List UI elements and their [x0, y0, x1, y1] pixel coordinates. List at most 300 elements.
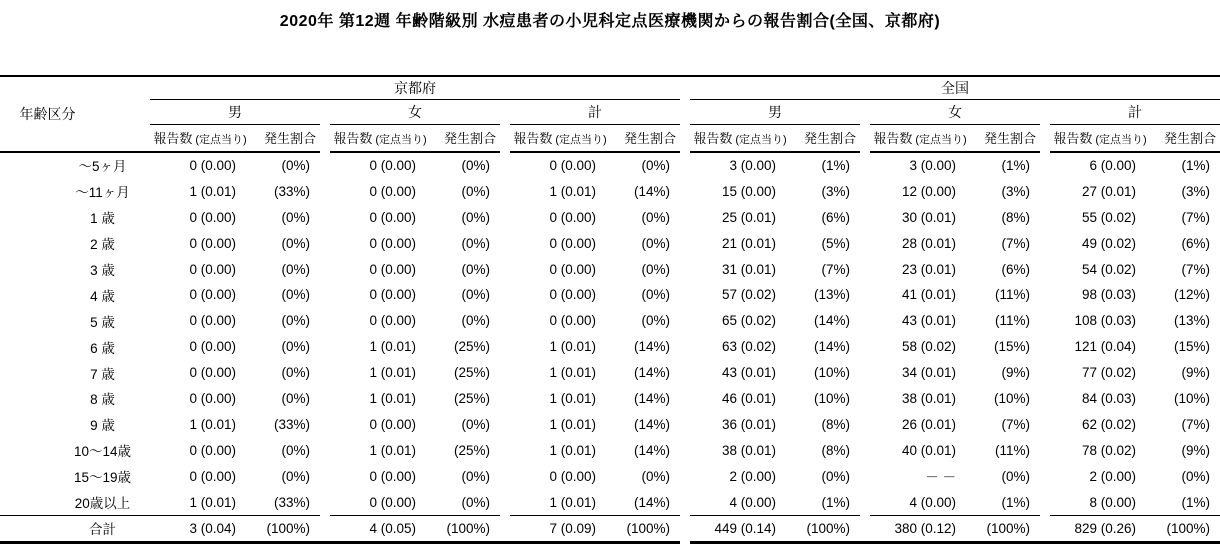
sex-header-national-male: 男 [690, 100, 860, 125]
column-gap [320, 334, 330, 360]
rate-cell: (7%) [821, 261, 850, 277]
rate-cell: (8%) [821, 416, 850, 432]
count-cell: 34 (0.01) [901, 365, 956, 381]
column-gap [500, 230, 510, 256]
column-gap [680, 178, 690, 204]
rate-cell: (1%) [821, 157, 850, 173]
count-subheader-label: 報告数 [513, 131, 553, 147]
column-gap [500, 411, 510, 437]
rate-cell: (100%) [970, 515, 1040, 542]
table-row [0, 489, 1220, 515]
rate-cell: (10%) [993, 390, 1030, 406]
total-label: 合計 [0, 515, 150, 542]
column-gap [680, 437, 690, 463]
rate-cell: (11%) [994, 287, 1030, 303]
column-gap [1040, 256, 1050, 282]
rate-cell: (0%) [461, 416, 490, 432]
rate-cell: (25%) [453, 365, 490, 381]
column-gap [860, 386, 870, 412]
count-cell: 65 (0.02) [721, 313, 776, 329]
rate-cell: (0%) [281, 209, 310, 225]
rate-cell: (0%) [281, 468, 310, 484]
count-cell: 1 (0.01) [549, 442, 596, 458]
count-cell: 1 (0.01) [369, 390, 416, 406]
count-cell: 30 (0.01) [901, 209, 956, 225]
rate-cell: (14%) [633, 183, 670, 199]
column-gap [1040, 437, 1050, 463]
rate-cell: (0%) [281, 442, 310, 458]
column-gap [860, 230, 870, 256]
rate-cell: (6%) [1001, 261, 1030, 277]
table-row [0, 256, 1220, 282]
rate-subheader: 発生割合 [790, 125, 860, 152]
column-gap [680, 230, 690, 256]
rate-cell: (1%) [1150, 489, 1220, 515]
count-cell: 0 (0.00) [549, 287, 596, 303]
column-gap [860, 178, 870, 204]
column-gap [500, 437, 510, 463]
count-cell: 1 (0.01) [510, 489, 610, 515]
rate-cell: (0%) [461, 287, 490, 303]
count-cell: 1 (0.01) [549, 416, 596, 432]
rate-cell: (3%) [1001, 183, 1030, 199]
count-cell: 77 (0.02) [1081, 365, 1136, 381]
rate-cell: (15%) [993, 339, 1030, 355]
count-subheader-label: 報告数 [333, 131, 373, 147]
count-subheader-label: 報告数 [693, 131, 733, 147]
rate-cell: (1%) [790, 489, 860, 515]
count-cell: 3 (0.00) [909, 157, 956, 173]
column-gap [1040, 463, 1050, 489]
count-cell: 0 (0.00) [189, 390, 236, 406]
count-subheader [690, 125, 790, 152]
count-subheader-label: 報告数 [873, 131, 913, 147]
age-label: 3 歳 [90, 263, 115, 278]
count-cell: 84 (0.03) [1081, 390, 1136, 406]
rate-cell: (0%) [641, 468, 670, 484]
column-gap [320, 282, 330, 308]
age-label: 2 歳 [90, 237, 115, 253]
column-gap [860, 125, 870, 152]
column-gap [500, 125, 510, 152]
count-cell: 3 (0.04) [150, 515, 250, 542]
rate-cell: (9%) [1181, 365, 1210, 381]
table-row [0, 515, 1220, 542]
column-gap [320, 178, 330, 204]
rate-cell: (100%) [430, 515, 500, 542]
count-cell: 0 (0.00) [189, 261, 236, 277]
count-cell: 4 (0.05) [330, 515, 430, 542]
count-cell: 2 (0.00) [729, 468, 776, 484]
region-header-kyoto: 京都府 [150, 76, 680, 100]
column-gap [1040, 152, 1050, 179]
count-cell: 25 (0.01) [721, 209, 776, 225]
count-cell: 0 (0.00) [549, 157, 596, 173]
rate-cell: (7%) [1001, 416, 1030, 432]
column-gap [680, 204, 690, 230]
count-cell: 0 (0.00) [369, 313, 416, 329]
table-row [0, 230, 1220, 256]
rate-cell: (0%) [461, 183, 490, 199]
count-subheader-paren: (定点当り) [555, 134, 607, 147]
count-cell: 31 (0.01) [721, 261, 776, 277]
table-row [0, 204, 1220, 230]
column-gap [680, 152, 690, 179]
count-cell: 0 (0.00) [330, 489, 430, 515]
count-cell: 0 (0.00) [369, 287, 416, 303]
rate-cell: (0%) [461, 235, 490, 251]
count-cell: 449 (0.14) [690, 515, 790, 542]
column-gap [320, 125, 330, 152]
count-cell: 3 (0.00) [729, 157, 776, 173]
count-cell: 1 (0.01) [189, 183, 236, 199]
count-subheader-paren: (定点当り) [1095, 134, 1147, 147]
rate-cell: (10%) [813, 390, 850, 406]
age-label: 7 歳 [90, 366, 115, 382]
rate-cell: (0%) [461, 313, 490, 329]
rate-cell: (7%) [1181, 209, 1210, 225]
rate-cell: (7%) [1181, 261, 1210, 277]
column-gap [1040, 125, 1050, 152]
age-label: ～5ヶ月 [78, 159, 127, 175]
column-gap [320, 489, 330, 515]
count-subheader-paren: (定点当り) [735, 134, 787, 147]
count-subheader [150, 125, 250, 152]
column-gap [860, 334, 870, 360]
rate-cell: (5%) [821, 235, 850, 251]
rate-cell: (1%) [1181, 157, 1210, 173]
column-gap [1040, 100, 1050, 125]
age-label: 6 歳 [90, 340, 115, 356]
count-cell: 0 (0.00) [369, 468, 416, 484]
rate-cell: (9%) [1181, 442, 1210, 458]
rate-cell: (25%) [453, 442, 490, 458]
rate-cell: (0%) [281, 287, 310, 303]
rate-subheader: 発生割合 [430, 125, 500, 152]
column-gap [320, 308, 330, 334]
age-label: 20歳以上 [0, 489, 150, 515]
rate-cell: (8%) [1001, 209, 1030, 225]
rate-cell: (14%) [633, 416, 670, 432]
column-gap [680, 463, 690, 489]
column-gap [500, 178, 510, 204]
rate-cell: (25%) [453, 390, 490, 406]
column-gap [860, 282, 870, 308]
count-cell: 15 (0.00) [721, 183, 776, 199]
table-row [0, 308, 1220, 334]
table-row [0, 360, 1220, 386]
count-cell: 1 (0.01) [369, 442, 416, 458]
column-gap [320, 411, 330, 437]
table-row [0, 386, 1220, 412]
column-gap [860, 437, 870, 463]
table-row [0, 437, 1220, 463]
column-gap [320, 152, 330, 179]
count-cell: 0 (0.00) [549, 313, 596, 329]
table-row [0, 334, 1220, 360]
column-gap [500, 489, 510, 515]
column-gap [500, 256, 510, 282]
count-cell: － － [925, 470, 956, 486]
count-cell: 1 (0.01) [549, 365, 596, 381]
count-cell: 21 (0.01) [721, 235, 776, 251]
rate-subheader: 発生割合 [1150, 125, 1220, 152]
rate-cell: (14%) [813, 313, 850, 329]
table-row [0, 152, 1220, 179]
rate-cell: (0%) [641, 261, 670, 277]
sex-header-kyoto-female: 女 [330, 100, 500, 125]
rate-cell: (0%) [461, 261, 490, 277]
count-cell: 1 (0.01) [549, 339, 596, 355]
column-gap [680, 515, 690, 542]
column-gap [860, 360, 870, 386]
column-gap [1040, 308, 1050, 334]
count-cell: 4 (0.00) [870, 489, 970, 515]
count-cell: 0 (0.00) [369, 416, 416, 432]
count-cell: 26 (0.01) [901, 416, 956, 432]
count-cell: 7 (0.09) [510, 515, 610, 542]
rate-cell: (14%) [633, 442, 670, 458]
rate-cell: (0%) [641, 287, 670, 303]
column-gap [680, 489, 690, 515]
count-cell: 0 (0.00) [189, 209, 236, 225]
rate-cell: (33%) [250, 489, 320, 515]
column-gap [320, 437, 330, 463]
column-gap [1040, 230, 1050, 256]
rate-cell: (0%) [430, 489, 500, 515]
count-subheader-paren: (定点当り) [915, 134, 967, 147]
column-gap [320, 463, 330, 489]
rate-cell: (0%) [281, 313, 310, 329]
rate-cell: (100%) [790, 515, 860, 542]
count-subheader-paren: (定点当り) [195, 134, 247, 147]
column-gap [860, 411, 870, 437]
age-label: 8 歳 [90, 392, 115, 408]
rate-cell: (33%) [273, 416, 310, 432]
column-gap [860, 256, 870, 282]
count-subheader-label: 報告数 [153, 131, 193, 147]
column-gap [680, 411, 690, 437]
column-gap [860, 100, 870, 125]
count-cell: 0 (0.00) [369, 261, 416, 277]
count-cell: 0 (0.00) [189, 339, 236, 355]
rate-cell: (0%) [641, 209, 670, 225]
count-cell: 98 (0.03) [1081, 287, 1136, 303]
rate-cell: (0%) [281, 390, 310, 406]
count-cell: 0 (0.00) [549, 209, 596, 225]
count-cell: 121 (0.04) [1074, 339, 1136, 355]
rate-cell: (15%) [1173, 339, 1210, 355]
rate-cell: (1%) [970, 489, 1040, 515]
count-cell: 40 (0.01) [901, 442, 956, 458]
count-cell: 63 (0.02) [721, 339, 776, 355]
column-gap [1040, 360, 1050, 386]
count-cell: 108 (0.03) [1074, 313, 1136, 329]
age-label: 10～14歳 [73, 444, 132, 460]
count-cell: 0 (0.00) [189, 468, 236, 484]
column-gap [680, 386, 690, 412]
column-gap [1040, 204, 1050, 230]
rate-cell: (9%) [1001, 365, 1030, 381]
count-cell: 0 (0.00) [189, 442, 236, 458]
count-cell: 36 (0.01) [721, 416, 776, 432]
table-row [0, 178, 1220, 204]
column-gap [320, 230, 330, 256]
count-cell: 58 (0.02) [901, 339, 956, 355]
rate-cell: (3%) [1181, 183, 1210, 199]
count-subheader [870, 125, 970, 152]
column-gap [500, 308, 510, 334]
rate-cell: (10%) [1173, 390, 1210, 406]
rate-subheader: 発生割合 [250, 125, 320, 152]
column-gap [320, 100, 330, 125]
rate-cell: (100%) [250, 515, 320, 542]
rate-cell: (14%) [633, 390, 670, 406]
column-gap [680, 100, 690, 125]
count-subheader [330, 125, 430, 152]
column-gap [680, 76, 690, 100]
count-cell: 0 (0.00) [189, 313, 236, 329]
column-gap [500, 463, 510, 489]
count-cell: 8 (0.00) [1050, 489, 1150, 515]
column-gap [1040, 334, 1050, 360]
column-gap [860, 489, 870, 515]
count-cell: 0 (0.00) [189, 287, 236, 303]
rate-cell: (0%) [461, 209, 490, 225]
age-label: 4 歳 [90, 288, 115, 304]
count-cell: 43 (0.01) [721, 365, 776, 381]
rate-cell: (33%) [273, 183, 310, 199]
rate-cell: (14%) [813, 339, 850, 355]
sex-header-national-total: 計 [1050, 100, 1220, 125]
rate-cell: (3%) [821, 183, 850, 199]
rate-cell: (25%) [453, 339, 490, 355]
count-cell: 23 (0.01) [901, 261, 956, 277]
column-gap [500, 515, 510, 542]
count-cell: 1 (0.01) [189, 416, 236, 432]
rate-cell: (0%) [281, 339, 310, 355]
column-gap [320, 515, 330, 542]
count-cell: 55 (0.02) [1081, 209, 1136, 225]
count-cell: 1 (0.01) [150, 489, 250, 515]
age-label: ～11ヶ月 [75, 185, 130, 201]
count-cell: 27 (0.01) [1081, 183, 1136, 199]
count-cell: 46 (0.01) [721, 390, 776, 406]
column-gap [500, 282, 510, 308]
rate-cell: (0%) [461, 157, 490, 173]
count-cell: 57 (0.02) [721, 287, 776, 303]
column-gap [860, 515, 870, 542]
table-row [0, 463, 1220, 489]
column-gap [860, 463, 870, 489]
rate-cell: (14%) [633, 339, 670, 355]
rate-cell: (12%) [1173, 287, 1210, 303]
column-gap [320, 256, 330, 282]
rate-cell: (100%) [610, 515, 680, 542]
count-cell: 0 (0.00) [369, 157, 416, 173]
count-subheader [510, 125, 610, 152]
region-header-national: 全国 [690, 76, 1220, 100]
count-cell: 0 (0.00) [369, 183, 416, 199]
age-column-header: 年齢区分 [0, 76, 150, 152]
column-gap [1040, 411, 1050, 437]
count-cell: 0 (0.00) [369, 235, 416, 251]
column-gap [680, 125, 690, 152]
count-cell: 62 (0.02) [1081, 416, 1136, 432]
rate-cell: (8%) [821, 442, 850, 458]
column-gap [1040, 489, 1050, 515]
count-subheader-label: 報告数 [1053, 131, 1093, 147]
rate-cell: (100%) [1150, 515, 1220, 542]
count-cell: 0 (0.00) [549, 261, 596, 277]
count-cell: 0 (0.00) [369, 209, 416, 225]
count-cell: 1 (0.01) [369, 365, 416, 381]
rate-cell: (0%) [641, 313, 670, 329]
column-gap [860, 152, 870, 179]
rate-cell: (6%) [1181, 235, 1210, 251]
sex-header-kyoto-male: 男 [150, 100, 320, 125]
column-gap [1040, 386, 1050, 412]
column-gap [1040, 282, 1050, 308]
rate-subheader: 発生割合 [970, 125, 1040, 152]
sex-header-kyoto-total: 計 [510, 100, 680, 125]
count-cell: 38 (0.01) [901, 390, 956, 406]
table-row [0, 411, 1220, 437]
column-gap [1040, 515, 1050, 542]
rate-cell: (11%) [994, 313, 1030, 329]
rate-cell: (6%) [821, 209, 850, 225]
rate-cell: (13%) [1173, 313, 1210, 329]
rate-cell: (0%) [461, 468, 490, 484]
count-cell: 0 (0.00) [189, 235, 236, 251]
column-gap [500, 334, 510, 360]
rate-cell: (13%) [813, 287, 850, 303]
column-gap [860, 204, 870, 230]
age-label: 1 歳 [90, 211, 115, 227]
sex-header-national-female: 女 [870, 100, 1040, 125]
count-cell: 54 (0.02) [1081, 261, 1136, 277]
count-cell: 49 (0.02) [1081, 235, 1136, 251]
rate-cell: (10%) [813, 365, 850, 381]
count-cell: 0 (0.00) [549, 468, 596, 484]
column-gap [500, 152, 510, 179]
column-gap [500, 360, 510, 386]
count-cell: 38 (0.01) [721, 442, 776, 458]
column-gap [680, 334, 690, 360]
count-cell: 829 (0.26) [1050, 515, 1150, 542]
count-cell: 1 (0.01) [549, 183, 596, 199]
rate-cell: (1%) [1001, 157, 1030, 173]
count-subheader [1050, 125, 1150, 152]
varicella-report-table [0, 75, 1220, 544]
column-gap [680, 360, 690, 386]
age-label: 15～19歳 [73, 470, 132, 486]
rate-cell: (14%) [610, 489, 680, 515]
column-gap [320, 360, 330, 386]
rate-cell: (11%) [994, 442, 1030, 458]
rate-cell: (0%) [281, 157, 310, 173]
column-gap [680, 308, 690, 334]
rate-cell: (0%) [1181, 468, 1210, 484]
count-cell: 0 (0.00) [189, 365, 236, 381]
column-gap [320, 204, 330, 230]
rate-cell: (7%) [1181, 416, 1210, 432]
count-cell: 6 (0.00) [1089, 157, 1136, 173]
rate-subheader: 発生割合 [610, 125, 680, 152]
page-title: 2020年 第12週 年齢階級別 水痘患者の小児科定点医療機関からの報告割合(全国、京都府) [279, 13, 941, 30]
column-gap [500, 100, 510, 125]
column-gap [500, 386, 510, 412]
